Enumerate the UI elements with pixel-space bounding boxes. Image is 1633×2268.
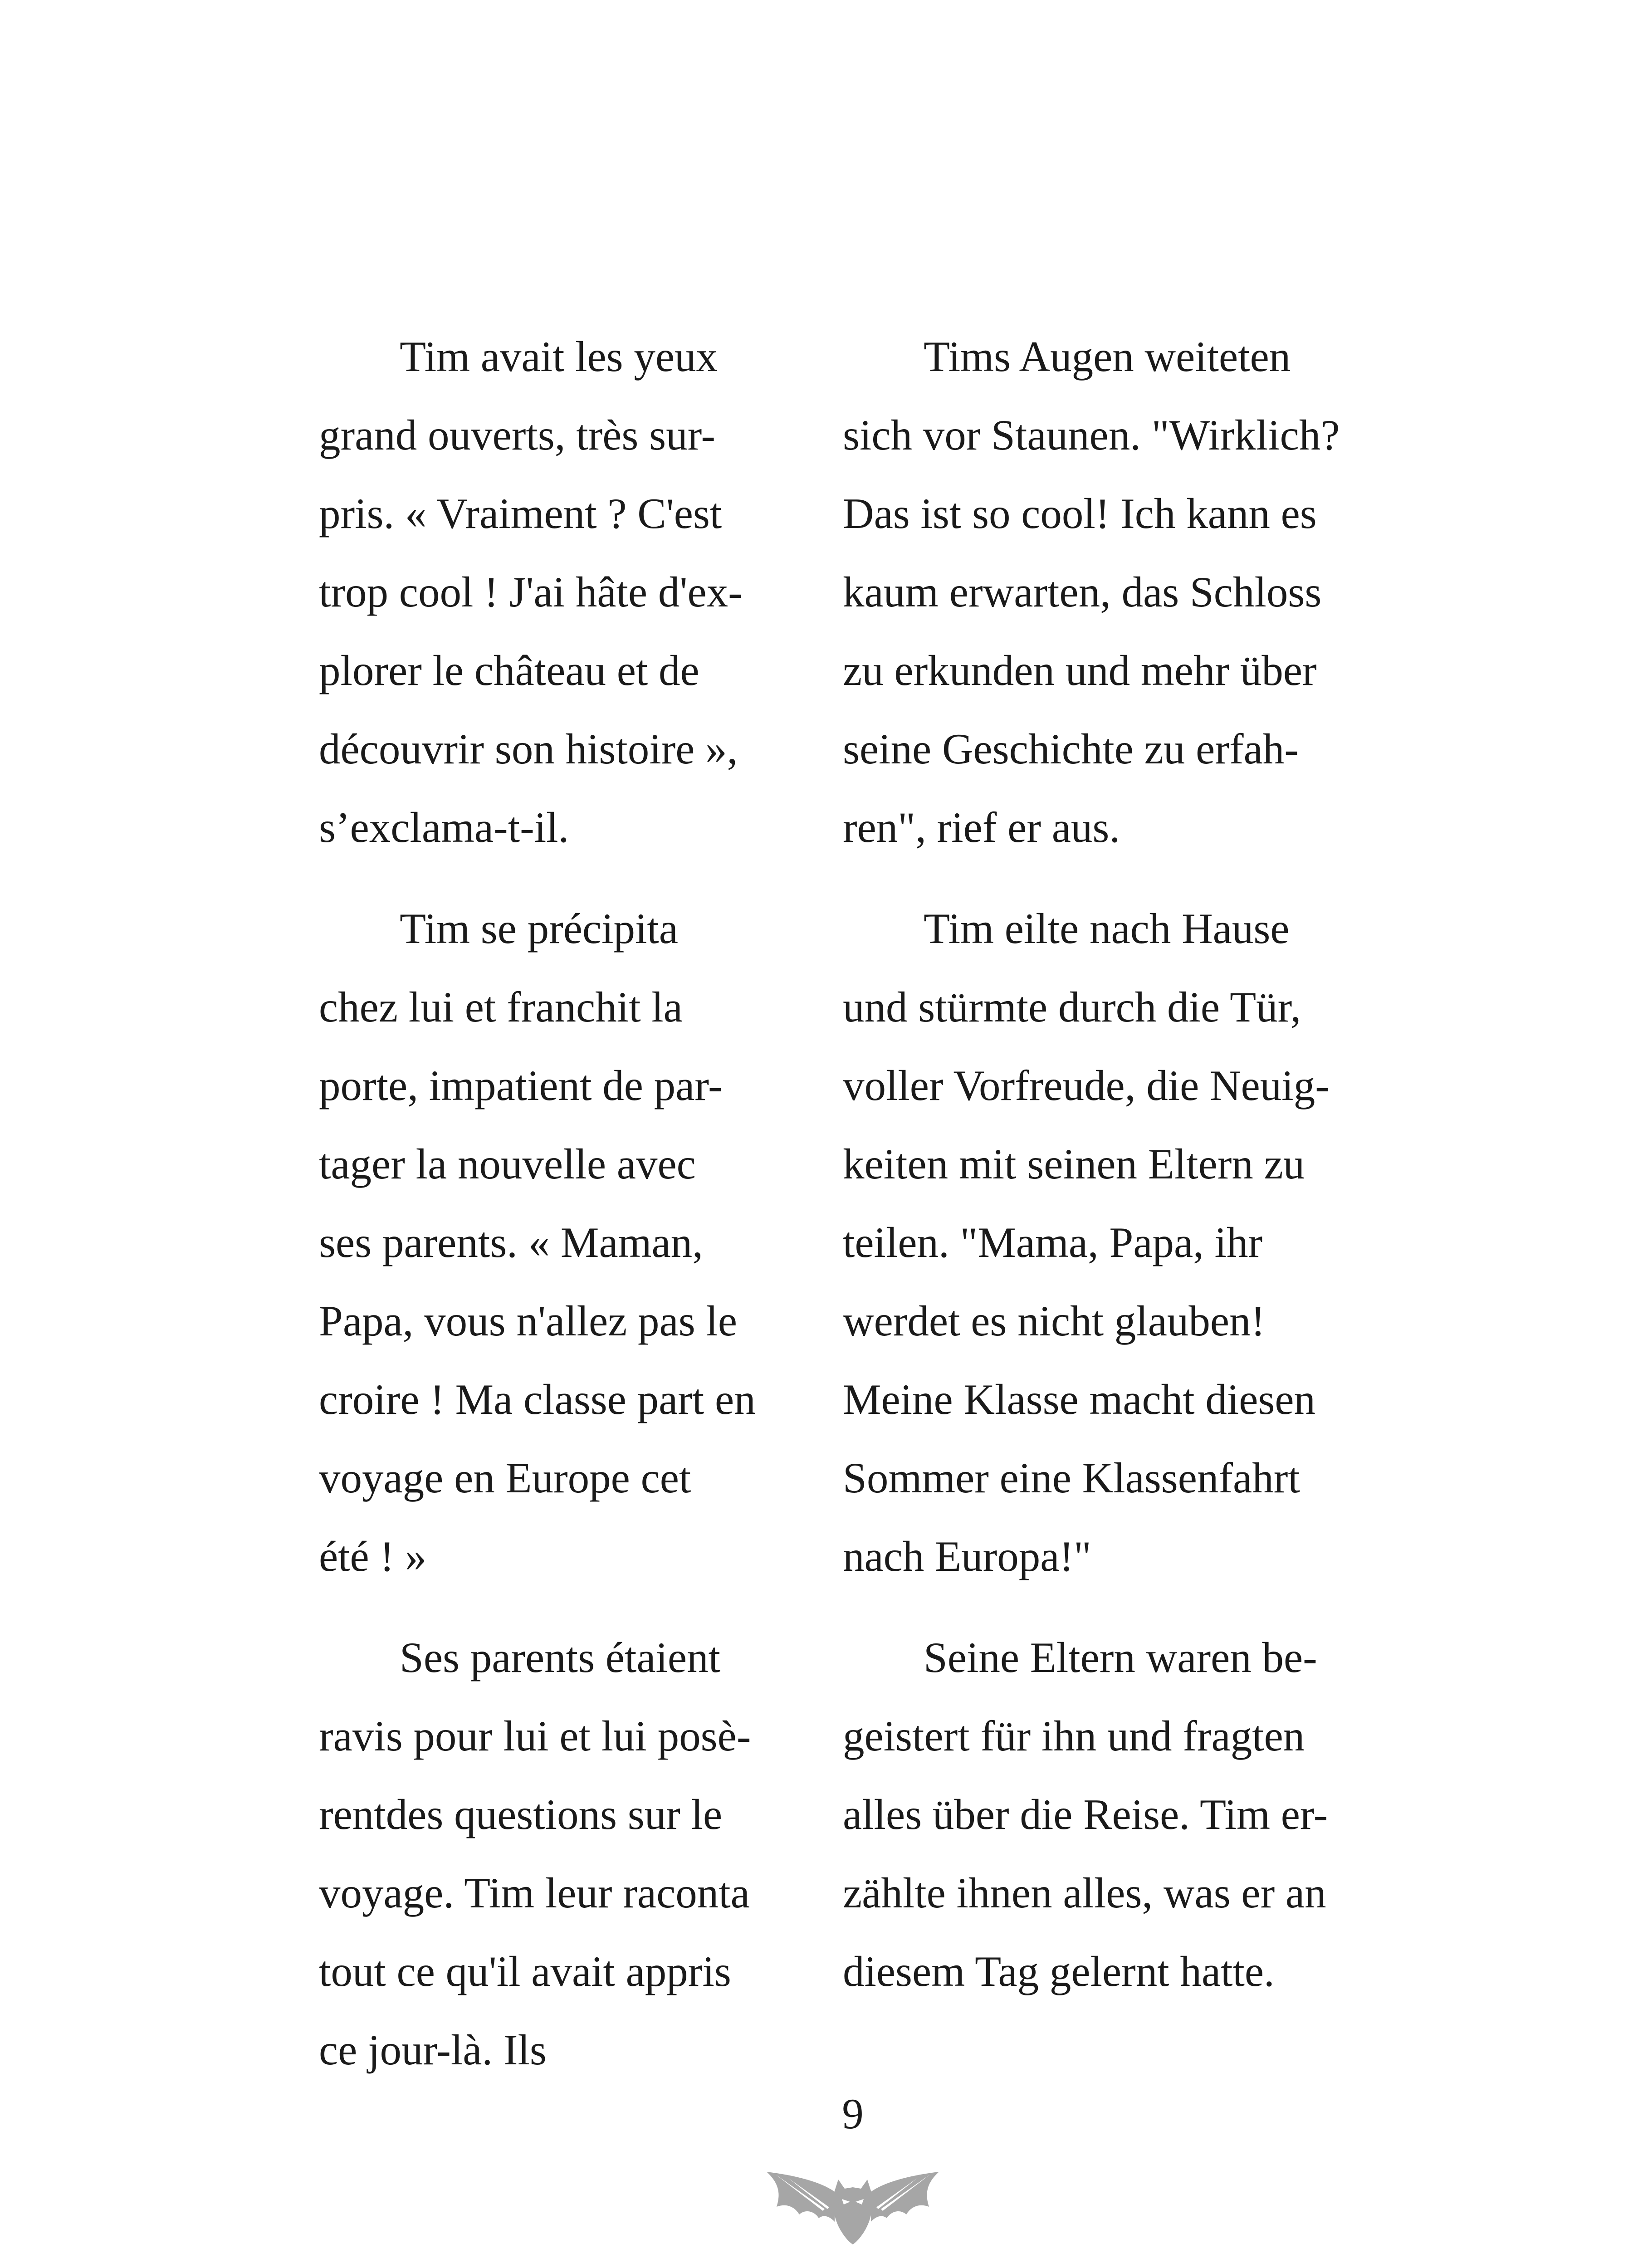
- bat-icon: [767, 2164, 939, 2245]
- text-line: grand ouverts, très sur-: [319, 411, 715, 459]
- text-line: tout ce qu'il avait appris: [319, 1947, 731, 1995]
- text-line: Meine Klasse macht diesen: [843, 1375, 1316, 1423]
- text-line: kaum erwarten, das Schloss: [843, 568, 1322, 616]
- text-line: Tim avait les yeux: [400, 332, 718, 381]
- text-line: rentdes questions sur le: [319, 1790, 723, 1838]
- text-line: keiten mit seinen Eltern zu: [843, 1140, 1305, 1188]
- paragraph: [843, 890, 1340, 1596]
- text-line: Sommer eine Klassenfahrt: [843, 1454, 1300, 1502]
- text-line: Tims Augen weiteten: [924, 332, 1291, 381]
- text-line: tager la nouvelle avec: [319, 1140, 696, 1188]
- text-line: Tim eilte nach Hause: [924, 904, 1290, 953]
- text-line: porte, impatient de par-: [319, 1061, 723, 1110]
- paragraph: [319, 890, 756, 1596]
- text-line: voyage en Europe cet: [319, 1454, 691, 1502]
- text-line: été ! »: [319, 1532, 427, 1580]
- text-line: zu erkunden und mehr über: [843, 646, 1317, 694]
- page-number: 9: [842, 2090, 864, 2138]
- text-line: sich vor Staunen. "Wirklich?: [843, 411, 1340, 459]
- paragraph: [843, 318, 1340, 867]
- text-line: diesem Tag gelernt hatte.: [843, 1947, 1275, 1995]
- text-line: seine Geschichte zu erfah-: [843, 725, 1299, 773]
- text-line: ravis pour lui et lui posè-: [319, 1712, 751, 1760]
- text-line: nach Europa!": [843, 1532, 1091, 1580]
- german-text-column: [843, 318, 1340, 2011]
- text-line: teilen. "Mama, Papa, ihr: [843, 1218, 1263, 1266]
- text-line: plorer le château et de: [319, 646, 699, 694]
- text-line: découvrir son histoire »,: [319, 725, 738, 773]
- text-line: Tim se précipita: [400, 904, 678, 953]
- text-line: voyage. Tim leur raconta: [319, 1869, 750, 1917]
- text-line: ce jour-là. Ils: [319, 2026, 547, 2074]
- text-line: geistert für ihn und fragten: [843, 1712, 1305, 1760]
- text-line: werdet es nicht glauben!: [843, 1297, 1266, 1345]
- paragraph: [319, 1618, 756, 2089]
- text-line: und stürmte durch die Tür,: [843, 983, 1301, 1031]
- text-line: ren", rief er aus.: [843, 803, 1120, 851]
- text-line: Papa, vous n'allez pas le: [319, 1297, 737, 1345]
- text-line: trop cool ! J'ai hâte d'ex-: [319, 568, 743, 616]
- text-line: pris. « Vraiment ? C'est: [319, 489, 722, 538]
- paragraph: [843, 1618, 1340, 2011]
- text-line: s’exclama-t-il.: [319, 803, 569, 851]
- text-line: Seine Eltern waren be-: [924, 1633, 1317, 1681]
- text-line: Das ist so cool! Ich kann es: [843, 489, 1317, 538]
- french-text-column: [319, 318, 756, 2089]
- text-line: chez lui et franchit la: [319, 983, 683, 1031]
- text-line: ses parents. « Maman,: [319, 1218, 703, 1266]
- text-line: alles über die Reise. Tim er-: [843, 1790, 1328, 1838]
- text-line: voller Vorfreude, die Neuig-: [843, 1061, 1330, 1110]
- paragraph: [319, 318, 756, 867]
- text-line: croire ! Ma classe part en: [319, 1375, 756, 1423]
- text-line: Ses parents étaient: [400, 1633, 720, 1681]
- text-line: zählte ihnen alles, was er an: [843, 1869, 1326, 1917]
